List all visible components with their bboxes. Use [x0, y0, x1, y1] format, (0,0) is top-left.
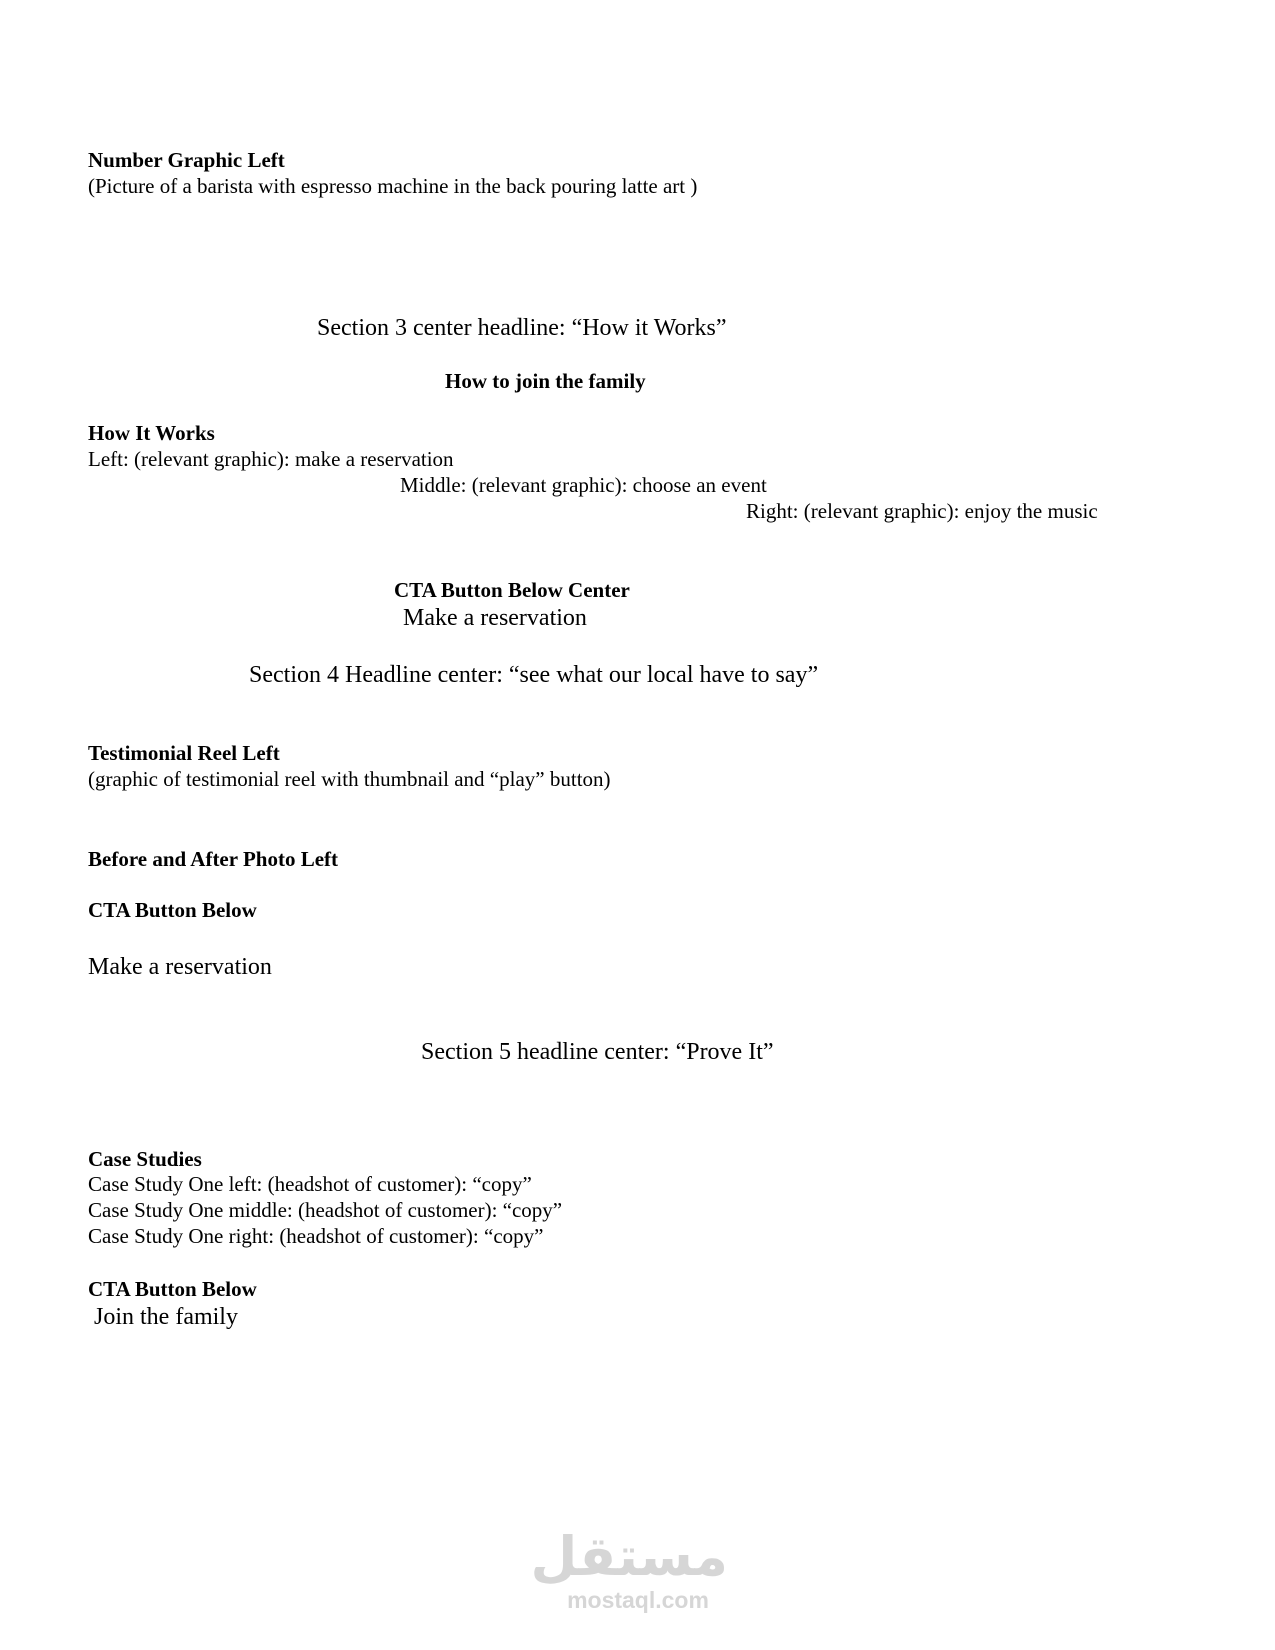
section5-cta-text: Join the family [94, 1304, 238, 1330]
watermark-site: mostaql.com [567, 1587, 709, 1613]
watermark-logo: مستقل [530, 1525, 728, 1588]
case-study-left: Case Study One left: (headshot of customer): “copy” [88, 1172, 532, 1196]
section5-cta-heading: CTA Button Below [88, 1277, 257, 1301]
how-it-works-middle: Middle: (relevant graphic): choose an event [400, 473, 767, 497]
testimonial-description: (graphic of testimonial reel with thumbnail and “play” button) [88, 767, 611, 791]
how-it-works-right: Right: (relevant graphic): enjoy the music [746, 499, 1098, 523]
how-it-works-heading: How It Works [88, 421, 215, 445]
section4-cta-text: Make a reservation [88, 954, 272, 980]
section4-cta-heading: CTA Button Below [88, 898, 257, 922]
case-study-right: Case Study One right: (headshot of customer): “copy” [88, 1224, 544, 1248]
section5-headline: Section 5 headline center: “Prove It” [421, 1039, 774, 1065]
before-after-heading: Before and After Photo Left [88, 847, 339, 871]
section3-subheading: How to join the family [445, 369, 646, 393]
section3-cta-heading: CTA Button Below Center [394, 578, 630, 602]
case-studies-heading: Case Studies [88, 1147, 202, 1171]
section3-headline: Section 3 center headline: “How it Works” [317, 315, 727, 341]
how-it-works-left: Left: (relevant graphic): make a reservation [88, 447, 454, 471]
section3-cta-text: Make a reservation [403, 605, 587, 631]
section4-headline: Section 4 Headline center: “see what our local have to say” [249, 662, 819, 688]
testimonial-heading: Testimonial Reel Left [88, 741, 280, 765]
case-study-middle: Case Study One middle: (headshot of customer): “copy” [88, 1198, 563, 1222]
number-graphic-heading: Number Graphic Left [88, 148, 285, 172]
number-graphic-description: (Picture of a barista with espresso machine in the back pouring latte art ) [88, 174, 698, 198]
mostaql-watermark [530, 1525, 728, 1613]
